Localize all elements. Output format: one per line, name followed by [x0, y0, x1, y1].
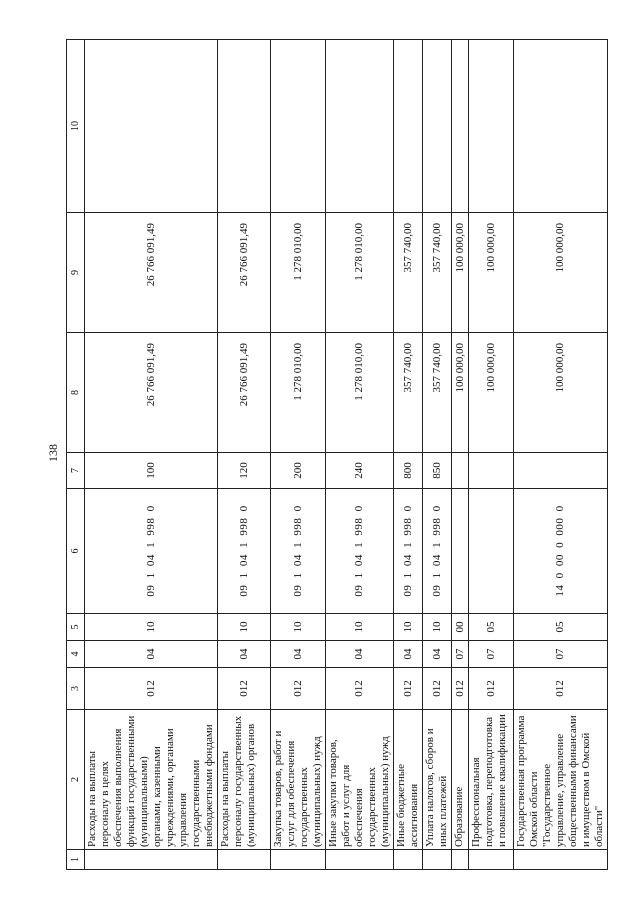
expense-type-cell: 800: [394, 453, 423, 489]
empty-cell: [469, 40, 514, 213]
table-row: [326, 40, 394, 870]
subsection-cell: 05: [469, 614, 514, 641]
expense-type-cell: [469, 453, 514, 489]
expense-type-cell: 120: [218, 453, 271, 489]
header-cell: 8: [67, 333, 85, 453]
subsection-cell: 10: [218, 614, 271, 641]
table-row: [452, 40, 469, 870]
row-name-cell: Расходы на выплаты персоналу государственных (муниципальных) органов: [218, 710, 271, 850]
section-cell: 04: [85, 641, 218, 668]
table-row: [423, 40, 452, 870]
target-article-cell: 09 1 04 1 998 0: [423, 489, 452, 614]
amount-cell: 1 278 010,00: [271, 213, 326, 333]
row-marker-cell: [423, 850, 452, 870]
empty-cell: [85, 40, 218, 213]
empty-cell: [218, 40, 271, 213]
expense-type-cell: 240: [326, 453, 394, 489]
row-name-cell: Закупка товаров, работ и услуг для обеспечения государственных (муниципальных) нужд: [271, 710, 326, 850]
empty-cell: [271, 40, 326, 213]
amount-cell: 26 766 091,49: [85, 213, 218, 333]
amount-cell: 1 278 010,00: [326, 213, 394, 333]
subsection-cell: 10: [423, 614, 452, 641]
header-cell: 9: [67, 213, 85, 333]
empty-cell: [394, 40, 423, 213]
amount-cell: 357 740,00: [394, 333, 423, 453]
subsection-cell: 10: [85, 614, 218, 641]
target-article-cell: 09 1 04 1 998 0: [85, 489, 218, 614]
subsection-cell: 10: [271, 614, 326, 641]
amount-cell: 357 740,00: [423, 213, 452, 333]
amount-cell: 357 740,00: [394, 213, 423, 333]
amount-cell: 357 740,00: [423, 333, 452, 453]
amount-cell: 100 000,00: [469, 333, 514, 453]
target-article-cell: [452, 489, 469, 614]
subsection-cell: 05: [514, 614, 608, 641]
subsection-cell: 00: [452, 614, 469, 641]
page-number: 138: [46, 444, 60, 462]
amount-cell: 100 000,00: [514, 333, 608, 453]
amount-cell: 100 000,00: [514, 213, 608, 333]
table-row: [469, 40, 514, 870]
row-marker-cell: [469, 850, 514, 870]
amount-cell: 1 278 010,00: [271, 333, 326, 453]
expense-type-cell: 850: [423, 453, 452, 489]
header-cell: 4: [67, 641, 85, 668]
amount-cell: 100 000,00: [469, 213, 514, 333]
empty-cell: [423, 40, 452, 213]
header-cell: 6: [67, 489, 85, 614]
expense-type-cell: [452, 453, 469, 489]
target-article-cell: 09 1 04 1 998 0: [394, 489, 423, 614]
code-cell: 012: [85, 668, 218, 710]
code-cell: 012: [271, 668, 326, 710]
row-marker-cell: [394, 850, 423, 870]
section-cell: 04: [423, 641, 452, 668]
code-cell: 012: [326, 668, 394, 710]
code-cell: 012: [394, 668, 423, 710]
section-cell: 07: [514, 641, 608, 668]
amount-cell: 26 766 091,49: [218, 333, 271, 453]
expense-type-cell: 100: [85, 453, 218, 489]
subsection-cell: 10: [326, 614, 394, 641]
code-cell: 012: [218, 668, 271, 710]
row-name-cell: Иные закупки товаров, работ и услуг для обеспечения государственных (муниципальных) нужд: [326, 710, 394, 850]
table-row: [85, 40, 218, 870]
section-cell: 04: [218, 641, 271, 668]
amount-cell: 100 000,00: [452, 213, 469, 333]
expense-type-cell: 200: [271, 453, 326, 489]
table-row: [271, 40, 326, 870]
row-marker-cell: [218, 850, 271, 870]
table-row: [394, 40, 423, 870]
target-article-cell: 14 0 00 0 000 0: [514, 489, 608, 614]
row-name-cell: Образование: [452, 710, 469, 850]
row-marker-cell: [514, 850, 608, 870]
row-marker-cell: [271, 850, 326, 870]
section-cell: 04: [271, 641, 326, 668]
rotated-table-container: [66, 40, 611, 870]
subsection-cell: 10: [394, 614, 423, 641]
table-row: [514, 40, 608, 870]
code-cell: 012: [452, 668, 469, 710]
header-row: [67, 40, 85, 870]
amount-cell: 26 766 091,49: [218, 213, 271, 333]
target-article-cell: [469, 489, 514, 614]
row-name-cell: Профессиональная подготовка, переподготовка и повышение квалификации: [469, 710, 514, 850]
target-article-cell: 09 1 04 1 998 0: [326, 489, 394, 614]
section-cell: 07: [469, 641, 514, 668]
header-cell: 7: [67, 453, 85, 489]
header-cell: 2: [67, 710, 85, 850]
header-cell: 5: [67, 614, 85, 641]
empty-cell: [326, 40, 394, 213]
section-cell: 04: [326, 641, 394, 668]
code-cell: 012: [514, 668, 608, 710]
target-article-cell: 09 1 04 1 998 0: [271, 489, 326, 614]
row-marker-cell: [85, 850, 218, 870]
empty-cell: [452, 40, 469, 213]
table-row: [218, 40, 271, 870]
header-cell: 1: [67, 850, 85, 870]
header-cell: 3: [67, 668, 85, 710]
table-body: [85, 40, 608, 870]
amount-cell: 26 766 091,49: [85, 333, 218, 453]
row-name-cell: Иные бюджетные ассигнования: [394, 710, 423, 850]
section-cell: 07: [452, 641, 469, 668]
expense-type-cell: [514, 453, 608, 489]
row-name-cell: Уплата налогов, сборов и иных платежей: [423, 710, 452, 850]
row-name-cell: Государственная программа Омской области "Государственное управление, управление общественными финансами и имуществом в Омской области": [514, 710, 608, 850]
empty-cell: [514, 40, 608, 213]
code-cell: 012: [423, 668, 452, 710]
budget-table: [66, 39, 608, 870]
code-cell: 012: [469, 668, 514, 710]
amount-cell: 1 278 010,00: [326, 333, 394, 453]
row-marker-cell: [452, 850, 469, 870]
target-article-cell: 09 1 04 1 998 0: [218, 489, 271, 614]
section-cell: 04: [394, 641, 423, 668]
row-name-cell: Расходы на выплаты персоналу в целях обеспечения выполнения функций государственными (муниципальными) органами, казенными учреждениями, органами управления государственными внебюджетными фондами: [85, 710, 218, 850]
row-marker-cell: [326, 850, 394, 870]
header-cell: 10: [67, 40, 85, 213]
amount-cell: 100 000,00: [452, 333, 469, 453]
